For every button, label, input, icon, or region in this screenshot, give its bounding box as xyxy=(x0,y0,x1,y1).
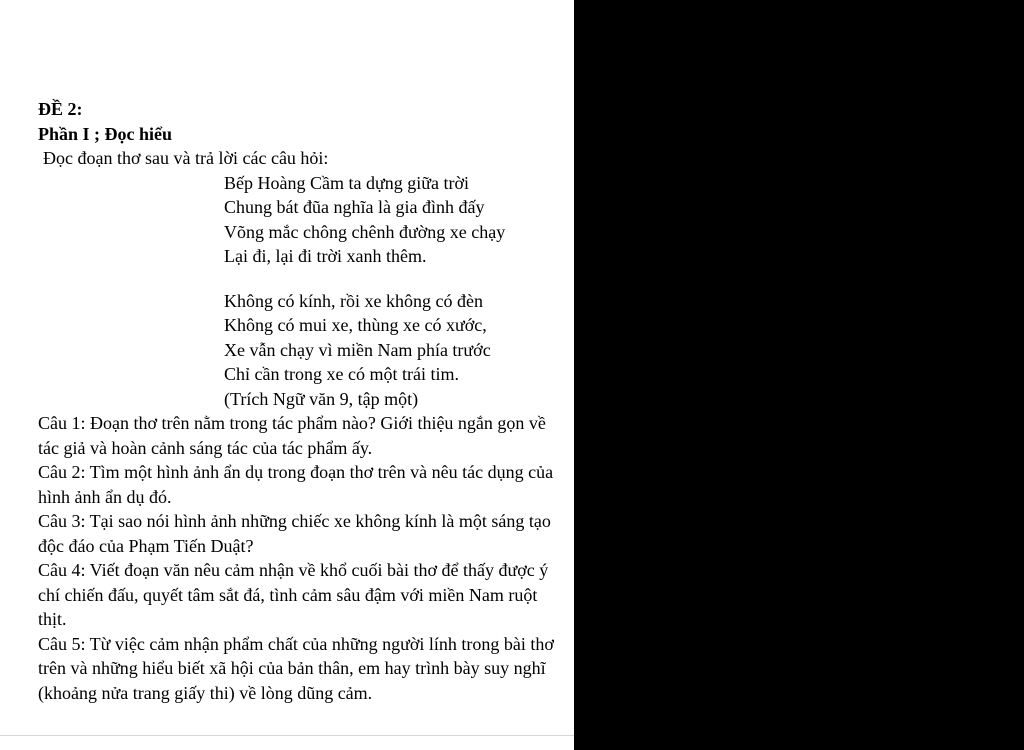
poem-citation: (Trích Ngữ văn 9, tập một) xyxy=(224,388,419,409)
instruction-text: Đọc đoạn thơ sau và trả lời các câu hỏi: xyxy=(43,148,329,168)
question-item: Câu 5: Từ việc cảm nhận phẩm chất của những người lính trong bài thơ trên và những hiểu biết xã hội của bản thân, em hay trình bày suy nghĩ (khoảng nửa trang giấy thi) về lòng dũng cảm. xyxy=(38,633,554,703)
question-list xyxy=(38,411,568,705)
question-item: Câu 4: Viết đoạn văn nêu cảm nhận về khổ cuối bài thơ để thấy được ý chí chiến đấu, quyết tâm sắt đá, tình cảm sâu đậm với miền Nam ruột thịt. xyxy=(38,560,549,629)
poem-line: Chỉ cần trong xe có một trái tim. xyxy=(224,364,459,384)
question-item: Câu 2: Tìm một hình ảnh ẩn dụ trong đoạn thơ trên và nêu tác dụng của hình ảnh ẩn dụ đó. xyxy=(38,462,554,507)
document-content xyxy=(38,97,568,705)
poem-line: Chung bát đũa nghĩa là gia đình đấy xyxy=(224,197,485,217)
poem-stanza-1 xyxy=(224,171,568,269)
poem-line: Không có mui xe, thùng xe có xước, xyxy=(224,315,487,335)
poem-line: Lại đi, lại đi trời xanh thêm. xyxy=(224,246,427,266)
poem-stanza-2 xyxy=(224,289,568,412)
section-title: Phần I ; Đọc hiểu xyxy=(38,123,173,144)
poem-line: Xe vẫn chạy vì miền Nam phía trước xyxy=(224,339,491,360)
stanza-gap xyxy=(38,269,568,289)
poem-line: Bếp Hoàng Cầm ta dựng giữa trời xyxy=(224,172,469,193)
page-bottom-divider xyxy=(0,735,574,736)
poem-line: Không có kính, rồi xe không có đèn xyxy=(224,290,483,311)
exam-title: ĐỀ 2: xyxy=(38,99,83,119)
poem-line: Võng mắc chông chênh đường xe chạy xyxy=(224,221,506,242)
question-item: Câu 1: Đoạn thơ trên nằm trong tác phẩm nào? Giới thiệu ngắn gọn về tác giả và hoàn cảnh sáng tác của tác phẩm ấy. xyxy=(38,413,546,458)
question-item: Câu 3: Tại sao nói hình ảnh những chiếc xe không kính là một sáng tạo độc đáo của Phạm Tiến Duật? xyxy=(38,511,551,556)
